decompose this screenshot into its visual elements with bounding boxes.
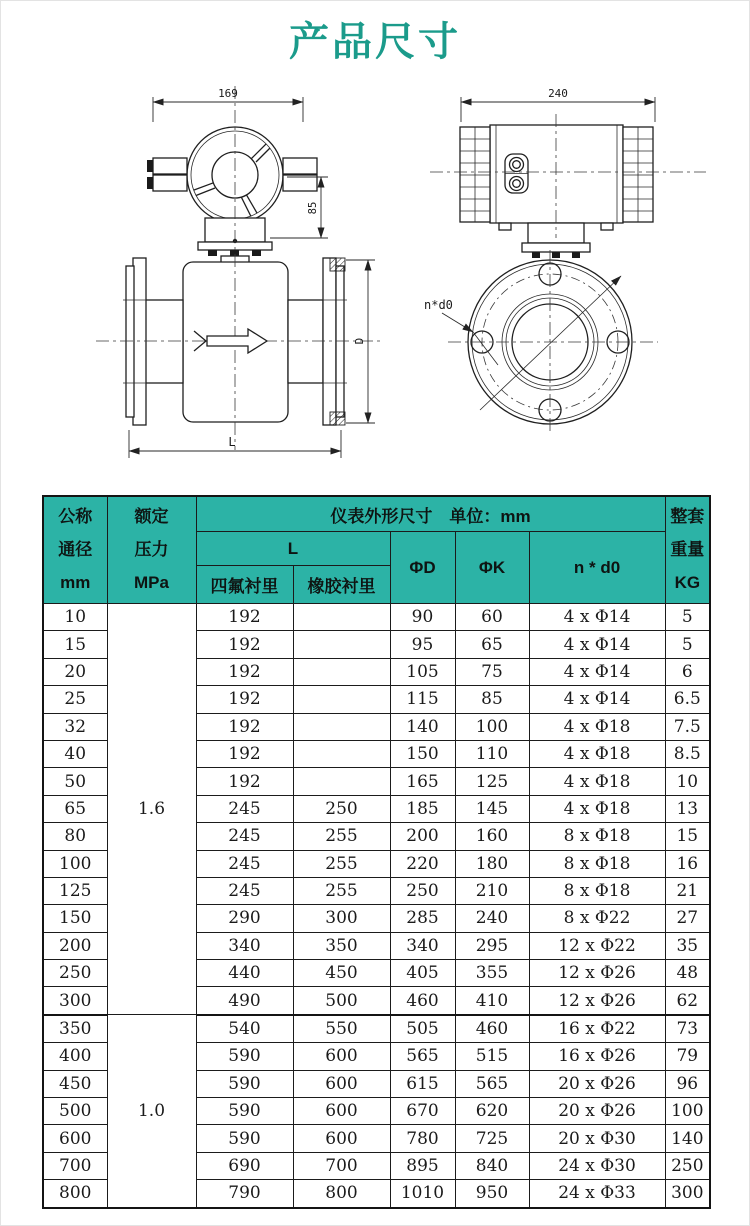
- cell-l-ptfe: 790: [196, 1180, 293, 1208]
- dim-height-label: 85: [307, 201, 319, 215]
- cell-n-d0: 12 x Φ26: [529, 987, 665, 1015]
- cell-phi-d: 895: [390, 1152, 455, 1179]
- dim-length-label: L: [228, 435, 236, 449]
- cell-n-d0: 4 x Φ18: [529, 795, 665, 822]
- left-conduit-block: [147, 158, 187, 191]
- cell-l-rubber: 450: [293, 960, 390, 987]
- dim-diameter-label: D: [353, 337, 366, 345]
- header-length-L: L: [196, 532, 390, 566]
- cell-weight: 100: [665, 1098, 710, 1125]
- cell-weight: 8.5: [665, 740, 710, 767]
- cell-phi-d: 340: [390, 932, 455, 959]
- cell-l-ptfe: 192: [196, 713, 293, 740]
- table-header: [43, 496, 710, 604]
- right-pipe: [288, 300, 323, 383]
- cell-phi-k: 180: [455, 850, 529, 877]
- cell-l-ptfe: 590: [196, 1125, 293, 1152]
- cell-n-d0: 16 x Φ22: [529, 1015, 665, 1043]
- cell-weight: 62: [665, 987, 710, 1015]
- cell-phi-d: 185: [390, 795, 455, 822]
- cell-phi-d: 150: [390, 740, 455, 767]
- cell-dn: 10: [43, 604, 107, 631]
- cell-dn: 32: [43, 713, 107, 740]
- cell-pressure: 1.0: [107, 1015, 196, 1208]
- cell-n-d0: 20 x Φ26: [529, 1098, 665, 1125]
- left-pipe: [145, 300, 183, 383]
- cable-glands: [505, 154, 528, 193]
- cell-phi-k: 355: [455, 960, 529, 987]
- cell-l-rubber: [293, 768, 390, 795]
- cell-phi-k: 295: [455, 932, 529, 959]
- cell-phi-d: 95: [390, 631, 455, 658]
- cell-n-d0: 4 x Φ14: [529, 631, 665, 658]
- cell-l-rubber: [293, 740, 390, 767]
- table-body: [43, 604, 710, 1208]
- cell-n-d0: 12 x Φ26: [529, 960, 665, 987]
- cell-l-ptfe: 192: [196, 686, 293, 713]
- cell-phi-k: 210: [455, 877, 529, 904]
- cell-weight: 300: [665, 1180, 710, 1208]
- dimensions-table: [42, 495, 711, 1209]
- cell-weight: 5: [665, 631, 710, 658]
- cell-n-d0: 4 x Φ18: [529, 740, 665, 767]
- cell-dn: 80: [43, 823, 107, 850]
- cell-l-rubber: [293, 713, 390, 740]
- page-title: 产品尺寸: [289, 20, 461, 64]
- cell-weight: 48: [665, 960, 710, 987]
- cell-weight: 6: [665, 658, 710, 685]
- cell-l-rubber: [293, 604, 390, 631]
- cell-n-d0: 24 x Φ30: [529, 1152, 665, 1179]
- cell-dn: 350: [43, 1015, 107, 1043]
- cell-dn: 200: [43, 932, 107, 959]
- side-view-drawing: [418, 78, 718, 478]
- cell-phi-k: 620: [455, 1098, 529, 1125]
- cell-weight: 15: [665, 823, 710, 850]
- cell-phi-d: 90: [390, 604, 455, 631]
- cell-phi-k: 725: [455, 1125, 529, 1152]
- cell-weight: 35: [665, 932, 710, 959]
- cell-n-d0: 24 x Φ33: [529, 1180, 665, 1208]
- cell-l-rubber: 600: [293, 1125, 390, 1152]
- cell-phi-k: 110: [455, 740, 529, 767]
- cell-dn: 65: [43, 795, 107, 822]
- cell-phi-d: 165: [390, 768, 455, 795]
- cell-weight: 6.5: [665, 686, 710, 713]
- cell-l-rubber: 350: [293, 932, 390, 959]
- cell-phi-d: 505: [390, 1015, 455, 1043]
- cell-l-ptfe: 245: [196, 850, 293, 877]
- right-flange: [320, 258, 347, 425]
- dim-width-label: 240: [548, 87, 568, 100]
- dim-width-label: 169: [218, 87, 238, 100]
- table-row: [43, 1015, 710, 1043]
- cell-dn: 800: [43, 1180, 107, 1208]
- header-phi-k: ΦK: [455, 532, 529, 604]
- cell-phi-k: 410: [455, 987, 529, 1015]
- cell-weight: 140: [665, 1125, 710, 1152]
- cell-weight: 7.5: [665, 713, 710, 740]
- cell-l-ptfe: 340: [196, 932, 293, 959]
- cell-l-ptfe: 245: [196, 795, 293, 822]
- cell-l-ptfe: 192: [196, 658, 293, 685]
- header-n-d0: n * d0: [529, 532, 665, 604]
- cell-phi-k: 565: [455, 1070, 529, 1097]
- cell-dn: 20: [43, 658, 107, 685]
- header-outline-dimensions: 仪表外形尺寸 单位：mm: [196, 496, 665, 532]
- cell-phi-k: 840: [455, 1152, 529, 1179]
- cell-l-rubber: 500: [293, 987, 390, 1015]
- cell-n-d0: 4 x Φ14: [529, 686, 665, 713]
- cell-phi-k: 125: [455, 768, 529, 795]
- cell-phi-d: 615: [390, 1070, 455, 1097]
- cell-dn: 600: [43, 1125, 107, 1152]
- cell-phi-k: 240: [455, 905, 529, 932]
- dim-width-169: [153, 87, 303, 122]
- cell-pressure: 1.6: [107, 604, 196, 1015]
- cell-l-rubber: 255: [293, 877, 390, 904]
- cell-dn: 15: [43, 631, 107, 658]
- cell-phi-k: 160: [455, 823, 529, 850]
- cell-phi-d: 405: [390, 960, 455, 987]
- cell-l-rubber: 800: [293, 1180, 390, 1208]
- cell-n-d0: 8 x Φ18: [529, 823, 665, 850]
- cell-l-rubber: 255: [293, 823, 390, 850]
- dim-length-L: [129, 430, 341, 458]
- cell-phi-d: 565: [390, 1043, 455, 1070]
- header-rated-pressure: 额定 压力 MPa: [107, 496, 196, 604]
- cell-phi-d: 780: [390, 1125, 455, 1152]
- cell-dn: 40: [43, 740, 107, 767]
- cell-n-d0: 20 x Φ26: [529, 1070, 665, 1097]
- cell-phi-d: 105: [390, 658, 455, 685]
- header-rubber-lining: 橡胶衬里: [293, 566, 390, 604]
- cell-phi-k: 100: [455, 713, 529, 740]
- header-phi-d: ΦD: [390, 532, 455, 604]
- cell-l-ptfe: 490: [196, 987, 293, 1015]
- cell-n-d0: 4 x Φ18: [529, 768, 665, 795]
- cell-n-d0: 4 x Φ14: [529, 658, 665, 685]
- cell-l-rubber: 600: [293, 1043, 390, 1070]
- cell-phi-d: 1010: [390, 1180, 455, 1208]
- cell-phi-k: 460: [455, 1015, 529, 1043]
- right-conduit-block: [283, 158, 317, 191]
- cell-l-ptfe: 590: [196, 1070, 293, 1097]
- cell-n-d0: 8 x Φ18: [529, 877, 665, 904]
- cell-dn: 250: [43, 960, 107, 987]
- left-rib-fins: [460, 127, 490, 222]
- cell-l-rubber: [293, 658, 390, 685]
- header-ptfe-lining: 四氟衬里: [196, 566, 293, 604]
- cell-phi-d: 285: [390, 905, 455, 932]
- cell-phi-k: 65: [455, 631, 529, 658]
- cell-n-d0: 4 x Φ14: [529, 604, 665, 631]
- cell-l-rubber: [293, 686, 390, 713]
- cell-phi-k: 85: [455, 686, 529, 713]
- cell-l-rubber: 600: [293, 1070, 390, 1097]
- cell-phi-d: 140: [390, 713, 455, 740]
- cell-phi-d: 200: [390, 823, 455, 850]
- side-neck: [528, 223, 584, 243]
- table-row: [43, 604, 710, 631]
- cell-phi-d: 460: [390, 987, 455, 1015]
- cell-n-d0: 8 x Φ18: [529, 850, 665, 877]
- right-rib-fins: [623, 127, 653, 222]
- cell-weight: 79: [665, 1043, 710, 1070]
- dim-diameter-D: [346, 260, 375, 423]
- cell-dn: 700: [43, 1152, 107, 1179]
- cell-n-d0: 16 x Φ26: [529, 1043, 665, 1070]
- cell-dn: 100: [43, 850, 107, 877]
- cell-l-rubber: 600: [293, 1098, 390, 1125]
- cell-l-ptfe: 440: [196, 960, 293, 987]
- cell-l-ptfe: 590: [196, 1043, 293, 1070]
- front-view-drawing: [80, 78, 400, 478]
- cell-l-ptfe: 590: [196, 1098, 293, 1125]
- cell-weight: 96: [665, 1070, 710, 1097]
- cell-n-d0: 12 x Φ22: [529, 932, 665, 959]
- cell-l-rubber: 300: [293, 905, 390, 932]
- cell-dn: 25: [43, 686, 107, 713]
- cell-phi-k: 145: [455, 795, 529, 822]
- left-flange: [123, 258, 149, 425]
- dim-width-240: [461, 87, 655, 122]
- cell-weight: 21: [665, 877, 710, 904]
- cell-weight: 13: [665, 795, 710, 822]
- cell-l-rubber: 700: [293, 1152, 390, 1179]
- cell-weight: 5: [665, 604, 710, 631]
- cell-phi-d: 670: [390, 1098, 455, 1125]
- cell-l-rubber: 255: [293, 850, 390, 877]
- cell-l-ptfe: 192: [196, 740, 293, 767]
- cell-l-ptfe: 245: [196, 877, 293, 904]
- cell-phi-k: 515: [455, 1043, 529, 1070]
- cell-phi-d: 250: [390, 877, 455, 904]
- cell-l-ptfe: 540: [196, 1015, 293, 1043]
- cell-phi-k: 950: [455, 1180, 529, 1208]
- cell-dn: 150: [43, 905, 107, 932]
- cell-dn: 50: [43, 768, 107, 795]
- bolt-holes-label: n*d0: [424, 298, 453, 312]
- cell-l-ptfe: 192: [196, 631, 293, 658]
- cell-l-ptfe: 192: [196, 768, 293, 795]
- cell-dn: 125: [43, 877, 107, 904]
- cell-n-d0: 8 x Φ22: [529, 905, 665, 932]
- cell-l-rubber: 550: [293, 1015, 390, 1043]
- header-total-weight: 整套 重量 KG: [665, 496, 710, 604]
- cell-weight: 250: [665, 1152, 710, 1179]
- cell-phi-d: 220: [390, 850, 455, 877]
- cell-n-d0: 20 x Φ30: [529, 1125, 665, 1152]
- cell-l-ptfe: 290: [196, 905, 293, 932]
- cell-weight: 16: [665, 850, 710, 877]
- header-nominal-diameter: 公称 通径 mm: [43, 496, 107, 604]
- cell-l-ptfe: 245: [196, 823, 293, 850]
- cell-weight: 10: [665, 768, 710, 795]
- cell-dn: 500: [43, 1098, 107, 1125]
- cell-dn: 400: [43, 1043, 107, 1070]
- cell-l-ptfe: 690: [196, 1152, 293, 1179]
- cell-l-rubber: [293, 631, 390, 658]
- cell-weight: 27: [665, 905, 710, 932]
- cell-n-d0: 4 x Φ18: [529, 713, 665, 740]
- cell-dn: 300: [43, 987, 107, 1015]
- cell-phi-k: 60: [455, 604, 529, 631]
- cell-phi-d: 115: [390, 686, 455, 713]
- cell-dn: 450: [43, 1070, 107, 1097]
- cell-phi-k: 75: [455, 658, 529, 685]
- cell-l-rubber: 250: [293, 795, 390, 822]
- cell-l-ptfe: 192: [196, 604, 293, 631]
- cell-weight: 73: [665, 1015, 710, 1043]
